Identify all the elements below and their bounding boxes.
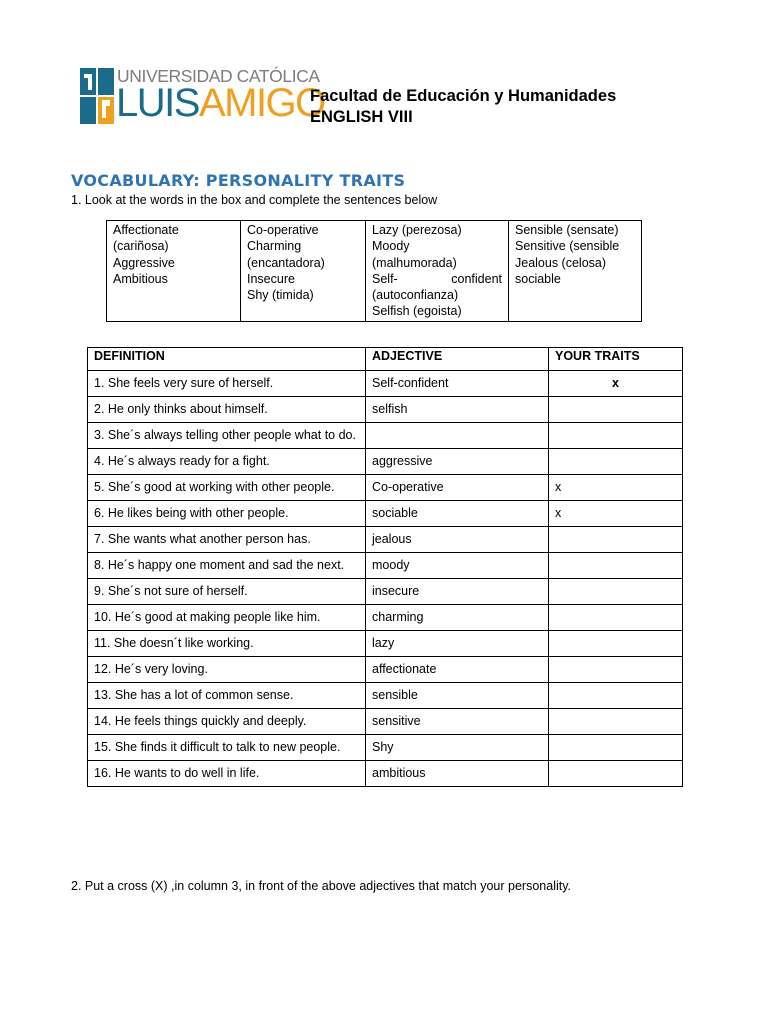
- trait-cell[interactable]: [549, 735, 683, 761]
- adjective-cell[interactable]: affectionate: [366, 657, 549, 683]
- trait-cell[interactable]: [549, 449, 683, 475]
- faculty-name: Facultad de Educación y Humanidades: [310, 87, 617, 105]
- definition-cell: 3. She´s always telling other people what to do.: [88, 423, 366, 449]
- word-item: Sensitive (sensible: [515, 239, 620, 254]
- word-item: Aggressive: [113, 255, 175, 270]
- definition-cell: 7. She wants what another person has.: [88, 527, 366, 553]
- table-row: [88, 761, 683, 787]
- table-row: [88, 553, 683, 579]
- word-item: Selfish (egoista): [372, 304, 462, 319]
- adjective-cell[interactable]: moody: [366, 553, 549, 579]
- adjective-cell[interactable]: lazy: [366, 631, 549, 657]
- adjective-cell[interactable]: insecure: [366, 579, 549, 605]
- table-row: [88, 605, 683, 631]
- logo-name-text: LUISAMIGO: [116, 81, 325, 125]
- trait-cell[interactable]: [549, 709, 683, 735]
- trait-cell[interactable]: x: [549, 371, 683, 397]
- trait-cell[interactable]: [549, 631, 683, 657]
- table-row: [88, 709, 683, 735]
- adjective-cell[interactable]: Self-confident: [366, 371, 549, 397]
- word-item: Sensible (sensate): [515, 223, 619, 237]
- trait-cell[interactable]: [549, 553, 683, 579]
- definition-cell: 9. She´s not sure of herself.: [88, 579, 366, 605]
- word-item: Lazy (perezosa): [372, 223, 462, 237]
- adjective-cell[interactable]: sociable: [366, 501, 549, 527]
- word-box-column-1: [107, 221, 241, 322]
- trait-cell[interactable]: x: [549, 501, 683, 527]
- trait-cell[interactable]: [549, 527, 683, 553]
- definition-cell: 11. She doesn´t like working.: [88, 631, 366, 657]
- table-row: [88, 449, 683, 475]
- word-item: Shy (timida): [247, 288, 314, 303]
- trait-cell[interactable]: [549, 761, 683, 787]
- trait-cell[interactable]: x: [549, 475, 683, 501]
- table-row: [88, 735, 683, 761]
- adjective-cell[interactable]: sensitive: [366, 709, 549, 735]
- adjective-cell[interactable]: jealous: [366, 527, 549, 553]
- adjective-cell[interactable]: Shy: [366, 735, 549, 761]
- table-row: [88, 423, 683, 449]
- logo-university-text: UNIVERSIDAD CATÓLICA: [117, 66, 320, 86]
- word-item: Co-operative: [247, 223, 319, 237]
- definition-cell: 5. She´s good at working with other people.: [88, 475, 366, 501]
- word-item-self-confident: [372, 271, 502, 287]
- header-definition: DEFINITION: [88, 348, 366, 371]
- table-row: [88, 657, 683, 683]
- table-header-row: [88, 348, 683, 371]
- trait-cell[interactable]: [549, 657, 683, 683]
- word-box: [106, 220, 642, 322]
- definition-cell: 15. She finds it difficult to talk to new people.: [88, 735, 366, 761]
- word-box-column-4: [509, 221, 642, 322]
- header-adjective: ADJECTIVE: [366, 348, 549, 371]
- table-row: [88, 527, 683, 553]
- table-row: [88, 683, 683, 709]
- instruction-2: 2. Put a cross (X) ,in column 3, in front of the above adjectives that match your personality.: [71, 879, 572, 893]
- trait-cell[interactable]: [549, 683, 683, 709]
- vocabulary-table: [87, 347, 683, 787]
- word-item: Jealous (celosa): [515, 255, 607, 270]
- trait-cell[interactable]: [549, 605, 683, 631]
- definition-cell: 12. He´s very loving.: [88, 657, 366, 683]
- adjective-cell[interactable]: sensible: [366, 683, 549, 709]
- word-item: (autoconfianza): [372, 288, 459, 303]
- definition-cell: 4. He´s always ready for a fight.: [88, 449, 366, 475]
- trait-cell[interactable]: [549, 397, 683, 423]
- word-fragment: Self-: [372, 271, 398, 286]
- definition-cell: 13. She has a lot of common sense.: [88, 683, 366, 709]
- table-row: [88, 631, 683, 657]
- instruction-1: 1. Look at the words in the box and complete the sentences below: [71, 193, 438, 207]
- trait-cell[interactable]: [549, 579, 683, 605]
- table-row: [88, 475, 683, 501]
- word-item: Affectionate: [113, 223, 179, 237]
- adjective-cell[interactable]: aggressive: [366, 449, 549, 475]
- word-box-column-2: [241, 221, 366, 322]
- table-row: [88, 501, 683, 527]
- university-emblem-icon: [80, 66, 114, 126]
- table-row: [88, 397, 683, 423]
- word-fragment: confident: [451, 271, 502, 286]
- table-row: [88, 579, 683, 605]
- word-item: Charming: [247, 239, 302, 254]
- definition-cell: 14. He feels things quickly and deeply.: [88, 709, 366, 735]
- adjective-cell[interactable]: charming: [366, 605, 549, 631]
- definition-cell: 16. He wants to do well in life.: [88, 761, 366, 787]
- course-name: ENGLISH VIII: [310, 108, 413, 126]
- word-item: (malhumorada): [372, 255, 457, 270]
- definition-cell: 2. He only thinks about himself.: [88, 397, 366, 423]
- word-item: (cariñosa): [113, 239, 169, 254]
- word-item: Moody: [372, 239, 410, 254]
- section-title: VOCABULARY: PERSONALITY TRAITS: [71, 171, 406, 190]
- table-row: [88, 371, 683, 397]
- adjective-cell[interactable]: [366, 423, 549, 449]
- trait-cell[interactable]: [549, 423, 683, 449]
- university-logo: [80, 66, 325, 126]
- word-item: (encantadora): [247, 255, 325, 270]
- header-your-traits: YOUR TRAITS: [549, 348, 683, 371]
- word-box-column-3: [366, 221, 509, 322]
- word-item: sociable: [515, 271, 561, 286]
- adjective-cell[interactable]: Co-operative: [366, 475, 549, 501]
- definition-cell: 1. She feels very sure of herself.: [88, 371, 366, 397]
- adjective-cell[interactable]: selfish: [366, 397, 549, 423]
- word-item: Insecure: [247, 271, 295, 286]
- definition-cell: 10. He´s good at making people like him.: [88, 605, 366, 631]
- word-item: Ambitious: [113, 271, 168, 286]
- definition-cell: 6. He likes being with other people.: [88, 501, 366, 527]
- adjective-cell[interactable]: ambitious: [366, 761, 549, 787]
- definition-cell: 8. He´s happy one moment and sad the next.: [88, 553, 366, 579]
